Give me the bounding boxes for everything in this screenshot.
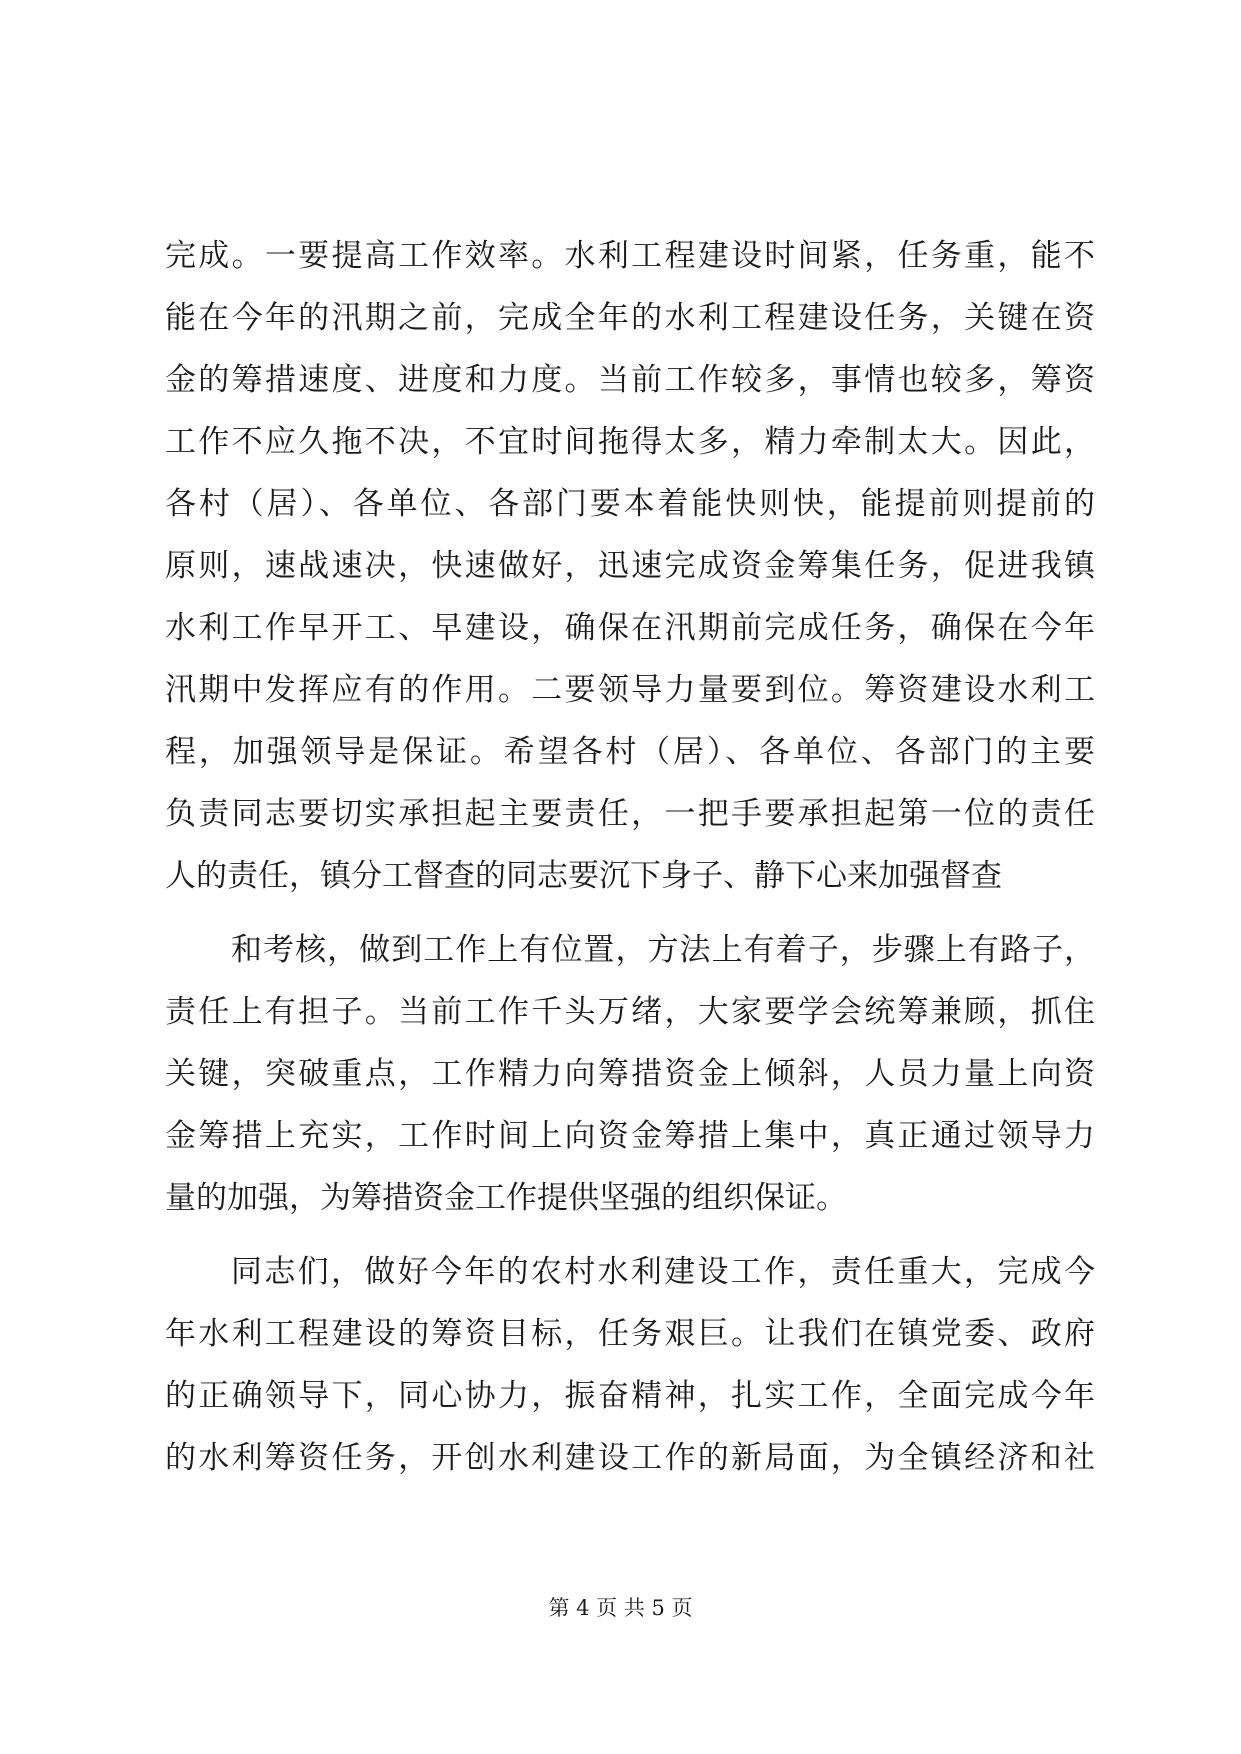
text-line: 负责同志要切实承担起主要责任，一把手要承担起第一位的责任 bbox=[165, 796, 1095, 832]
paragraph bbox=[165, 919, 1095, 1229]
text-line: 金筹措上充实，工作时间上向资金筹措上集中，真正通过领导力 bbox=[165, 1118, 1095, 1154]
text-line: 原则，速战速决，快速做好，迅速完成资金筹集任务，促进我镇 bbox=[165, 548, 1095, 584]
text-line: 量的加强，为筹措资金工作提供坚强的组织保证。 bbox=[165, 1180, 847, 1216]
text-line: 金的筹措速度、进度和力度。当前工作较多，事情也较多，筹资 bbox=[165, 362, 1095, 398]
text-line: 的水利筹资任务，开创水利建设工作的新局面，为全镇经济和社 bbox=[165, 1440, 1095, 1476]
text-line: 关键，突破重点，工作精力向筹措资金上倾斜，人员力量上向资 bbox=[165, 1056, 1095, 1092]
page-number-footer: 第 4 页 共 5 页 bbox=[548, 1596, 693, 1620]
text-line: 各村（居）、各单位、各部门要本着能快则快，能提前则提前的 bbox=[165, 486, 1095, 522]
paragraph bbox=[165, 225, 1095, 907]
text-line: 的正确领导下，同心协力，振奋精神，扎实工作，全面完成今年 bbox=[165, 1378, 1095, 1414]
text-line: 汛期中发挥应有的作用。二要领导力量要到位。筹资建设水利工 bbox=[165, 672, 1095, 708]
text-line: 同志们，做好今年的农村水利建设工作，责任重大，完成今 bbox=[231, 1254, 1095, 1290]
paragraph bbox=[165, 1241, 1095, 1489]
text-line: 人的责任，镇分工督查的同志要沉下身子、静下心来加强督查 bbox=[165, 858, 1002, 894]
text-line: 水利工作早开工、早建设，确保在汛期前完成任务，确保在今年 bbox=[165, 610, 1095, 646]
text-line: 能在今年的汛期之前，完成全年的水利工程建设任务，关键在资 bbox=[165, 300, 1095, 336]
text-line: 工作不应久拖不决，不宜时间拖得太多，精力牵制太大。因此， bbox=[165, 424, 1095, 460]
text-line: 和考核，做到工作上有位置，方法上有着子，步骤上有路子， bbox=[231, 932, 1095, 968]
body-text bbox=[165, 225, 1095, 1489]
text-line: 完成。一要提高工作效率。水利工程建设时间紧，任务重，能不 bbox=[165, 238, 1095, 274]
text-line: 年水利工程建设的筹资目标，任务艰巨。让我们在镇党委、政府 bbox=[165, 1316, 1095, 1352]
text-line: 责任上有担子。当前工作千头万绪，大家要学会统筹兼顾，抓住 bbox=[165, 994, 1095, 1030]
text-line: 程，加强领导是保证。希望各村（居）、各单位、各部门的主要 bbox=[165, 734, 1095, 770]
